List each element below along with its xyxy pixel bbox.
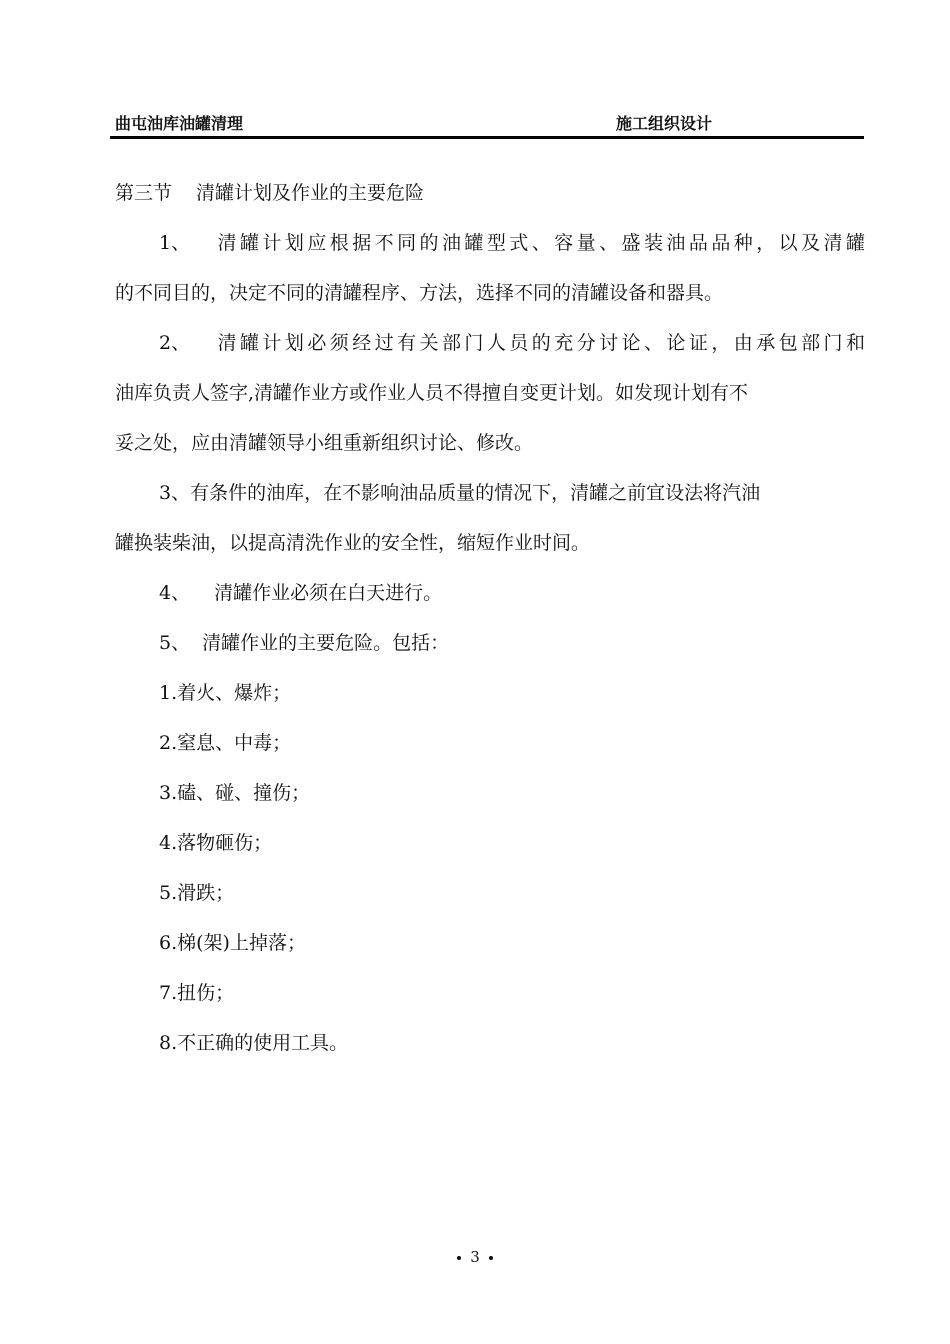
paragraph-1-line-2: 的不同目的，决定不同的清罐程序、方法，选择不同的清罐设备和器具。 xyxy=(115,282,724,304)
paragraph-4-number: 4、 xyxy=(159,582,191,604)
paragraph-5 xyxy=(115,618,865,668)
footer-dot-left xyxy=(457,1256,461,1260)
hazard-item-5: 5.滑跌； xyxy=(159,882,235,904)
hazard-item-3: 3.磕、碰、撞伤； xyxy=(159,782,311,804)
paragraph-2-line-2: 油库负责人签字,清罐作业方或作业人员不得擅自变更计划。如发现计划有不 xyxy=(115,382,749,404)
paragraph-2-text-1: 清罐计划必须经过有关部门人员的充分讨论、论证，由承包部门和 xyxy=(214,332,865,354)
section-heading xyxy=(115,168,865,218)
hazard-item-6: 6.梯(架)上掉落； xyxy=(159,932,306,954)
hazard-item-7: 7.扭伤； xyxy=(159,982,235,1004)
paragraph-1-text-1: 清罐计划应根据不同的油罐型式、容量、盛装油品品种，以及清罐 xyxy=(214,232,865,254)
document-body xyxy=(115,168,865,1068)
hazard-item-2: 2.窒息、中毒； xyxy=(159,732,292,754)
section-title: 清罐计划及作业的主要危险 xyxy=(196,182,425,204)
paragraph-2-line-1 xyxy=(115,318,865,368)
hazard-item-8: 8.不正确的使用工具。 xyxy=(159,1032,349,1054)
hazard-item-4: 4.落物砸伤； xyxy=(159,832,273,854)
page-footer xyxy=(0,1248,950,1266)
paragraph-4-text: 清罐作业必须在白天进行。 xyxy=(214,582,443,604)
paragraph-4 xyxy=(115,568,865,618)
section-label: 第三节 xyxy=(115,182,173,204)
paragraph-2-number: 2、 xyxy=(159,332,191,354)
header-project-title: 曲屯油库油罐清理 xyxy=(115,114,244,133)
paragraph-1-number: 1、 xyxy=(159,232,191,254)
paragraph-5-text: 清罐作业的主要危险。包括： xyxy=(202,632,450,654)
paragraph-1-line-1 xyxy=(115,218,865,268)
hazard-item-1: 1.着火、爆炸； xyxy=(159,682,292,704)
header-divider xyxy=(110,136,864,139)
footer-dot-right xyxy=(489,1256,493,1260)
paragraph-3-line-2: 罐换装柴油，以提高清洗作业的安全性，缩短作业时间。 xyxy=(115,532,591,554)
paragraph-5-number: 5、 xyxy=(159,632,191,654)
page-header xyxy=(115,108,863,132)
header-document-type: 施工组织设计 xyxy=(616,114,713,133)
paragraph-2-line-3: 妥之处，应由清罐领导小组重新组织讨论、修改。 xyxy=(115,432,534,454)
paragraph-3-line-1: 3、有条件的油库，在不影响油品质量的情况下，清罐之前宜设法将汽油 xyxy=(159,482,761,504)
page-number: 3 xyxy=(470,1248,480,1266)
